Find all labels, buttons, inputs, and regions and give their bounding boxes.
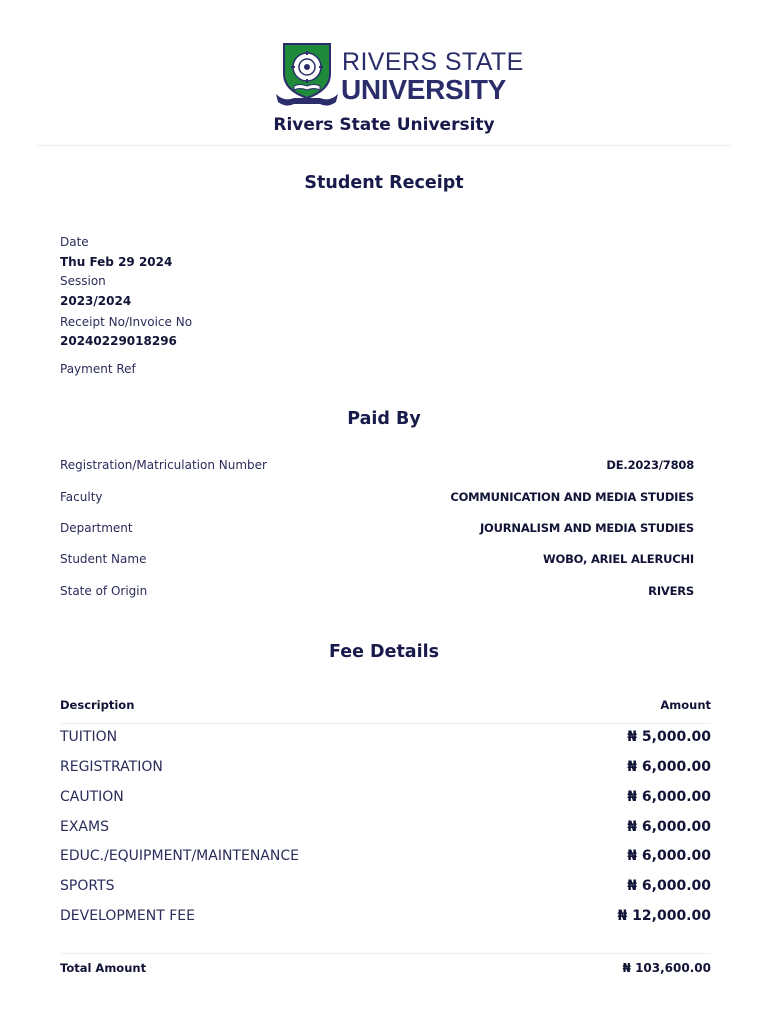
payment-ref-label: Payment Ref xyxy=(60,362,136,376)
department-value: JOURNALISM AND MEDIA STUDIES xyxy=(479,521,694,535)
fee-amount: ₦ 6,000.00 xyxy=(627,759,711,775)
paid-by-row-faculty xyxy=(60,490,694,508)
fee-row xyxy=(60,789,711,809)
state-of-origin-label: State of Origin xyxy=(60,584,148,598)
fee-description: SPORTS xyxy=(60,878,115,894)
fee-row xyxy=(60,908,711,928)
total-row xyxy=(60,961,711,979)
receipt-no-value: 20240229018296 xyxy=(60,334,177,348)
date-value: Thu Feb 29 2024 xyxy=(60,255,173,269)
fee-description-header: Description xyxy=(60,698,135,712)
fee-description: CAUTION xyxy=(60,789,124,805)
faculty-label: Faculty xyxy=(60,490,103,504)
registration-number-label: Registration/Matriculation Number xyxy=(60,458,267,472)
registration-number-value: DE.2023/7808 xyxy=(606,458,694,472)
session-value: 2023/2024 xyxy=(60,294,132,308)
paid-by-row-department xyxy=(60,521,694,539)
fee-amount: ₦ 6,000.00 xyxy=(627,848,711,864)
fee-description: TUITION xyxy=(60,729,118,745)
date-label: Date xyxy=(60,235,89,249)
fee-header-divider xyxy=(60,723,711,724)
department-label: Department xyxy=(60,521,133,535)
paid-by-title: Paid By xyxy=(347,409,421,429)
fee-row xyxy=(60,759,711,779)
university-logo xyxy=(274,40,524,110)
fee-row xyxy=(60,819,711,839)
fee-row xyxy=(60,729,711,749)
university-crest-icon xyxy=(274,40,340,110)
university-name: Rivers State University xyxy=(273,115,495,135)
fee-amount: ₦ 6,000.00 xyxy=(627,878,711,894)
fee-details-title: Fee Details xyxy=(328,642,440,662)
fee-row xyxy=(60,848,711,868)
fee-amount-header: Amount xyxy=(660,698,711,712)
header-divider xyxy=(36,145,732,146)
fee-description: DEVELOPMENT FEE xyxy=(60,908,195,924)
total-amount-value: ₦ 103,600.00 xyxy=(622,961,711,975)
logo-text-university: UNIVERSITY xyxy=(341,74,507,105)
fee-description: EDUC./EQUIPMENT/MAINTENANCE xyxy=(60,848,299,864)
state-of-origin-value: RIVERS xyxy=(648,584,694,598)
total-amount-label: Total Amount xyxy=(60,961,147,975)
fee-amount: ₦ 6,000.00 xyxy=(627,819,711,835)
fee-description: REGISTRATION xyxy=(60,759,163,775)
fee-amount: ₦ 12,000.00 xyxy=(617,908,711,924)
logo-text-rivers-state: RIVERS STATE xyxy=(342,48,524,76)
fee-description: EXAMS xyxy=(60,819,109,835)
paid-by-row-student-name xyxy=(60,552,694,570)
paid-by-row-state-of-origin xyxy=(60,584,694,602)
receipt-title: Student Receipt xyxy=(304,173,464,193)
fee-row xyxy=(60,878,711,898)
session-label: Session xyxy=(60,274,106,288)
fee-amount: ₦ 5,000.00 xyxy=(627,729,711,745)
student-name-value: WOBO, ARIEL ALERUCHI xyxy=(543,552,694,566)
total-divider xyxy=(60,953,711,954)
student-name-label: Student Name xyxy=(60,552,147,566)
fee-amount: ₦ 6,000.00 xyxy=(627,789,711,805)
fee-table-header xyxy=(60,698,711,716)
paid-by-row-registration xyxy=(60,458,694,476)
receipt-no-label: Receipt No/Invoice No xyxy=(60,315,193,329)
faculty-value: COMMUNICATION AND MEDIA STUDIES xyxy=(450,490,694,504)
